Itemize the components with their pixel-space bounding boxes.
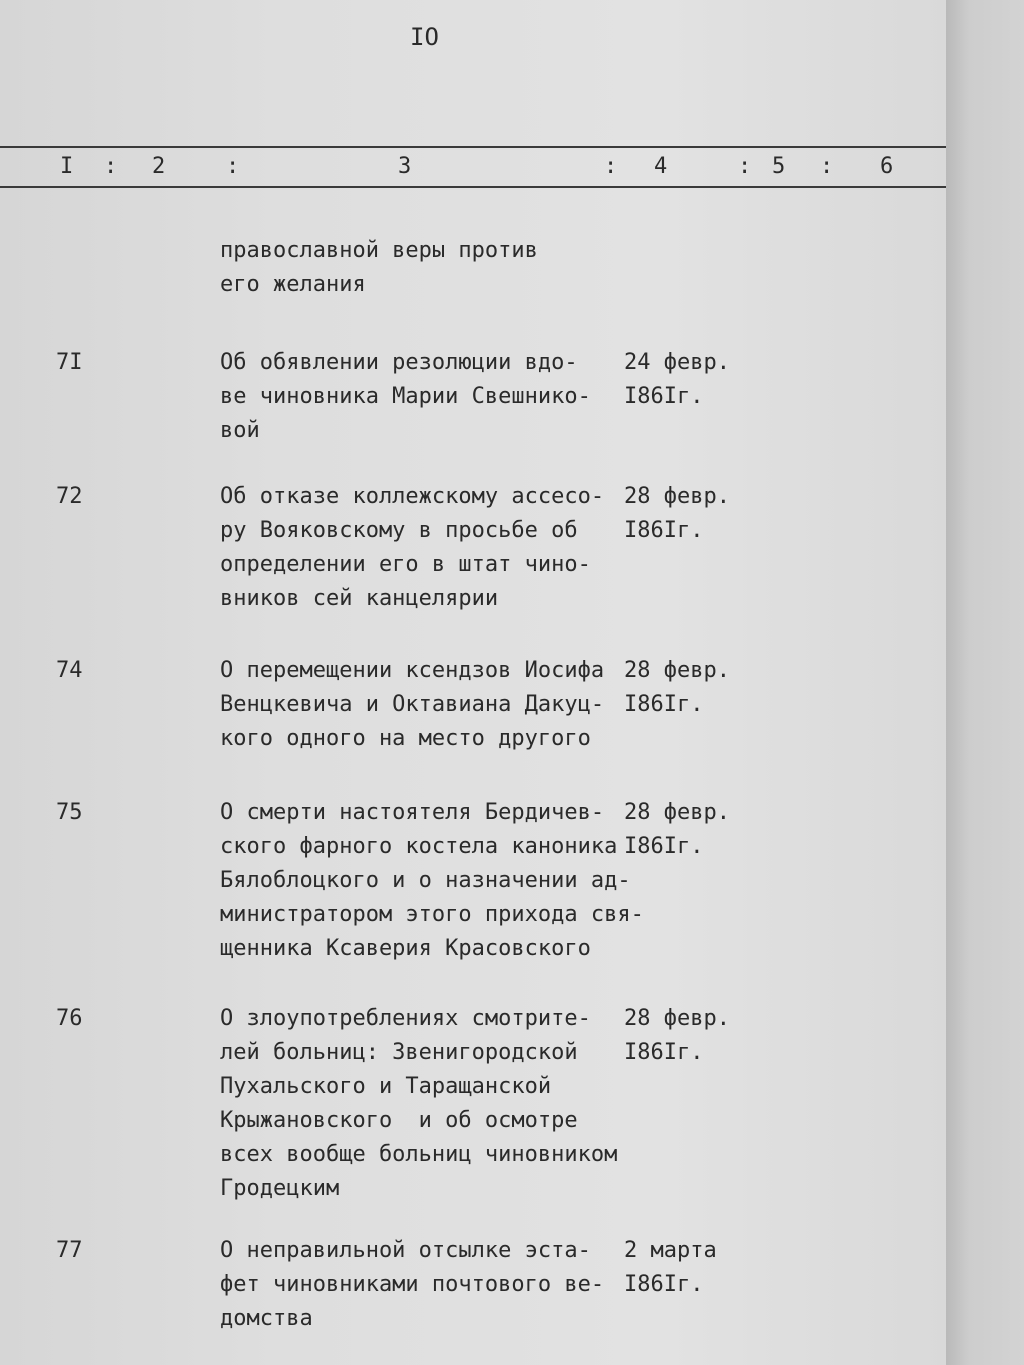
date-line: I86Iг. bbox=[624, 1040, 704, 1065]
description-line: его желания bbox=[220, 272, 366, 297]
date-line: I86Iг. bbox=[624, 518, 704, 543]
col-header-4: 4 bbox=[654, 154, 668, 179]
date-line: I86Iг. bbox=[624, 692, 704, 717]
col-header-1: I bbox=[60, 154, 74, 179]
date-line: 28 февр. bbox=[624, 1006, 730, 1031]
entry-number: 76 bbox=[56, 1006, 83, 1031]
description-line: Пухальского и Таращанской bbox=[220, 1074, 552, 1099]
description-line: ру Вояковскому в просьбе об bbox=[220, 518, 578, 543]
col-header-2: 2 bbox=[152, 154, 166, 179]
description-line: Бялоблоцкого и о назначении ад- bbox=[220, 868, 631, 893]
date-line: 28 февр. bbox=[624, 484, 730, 509]
description-line: О неправильной отсылке эста- bbox=[220, 1238, 591, 1263]
date-line: 2 марта bbox=[624, 1238, 717, 1263]
description-line: вников сей канцелярии bbox=[220, 586, 499, 611]
page-number: IO bbox=[410, 23, 439, 51]
date-line: I86Iг. bbox=[624, 834, 704, 859]
entry-description bbox=[220, 234, 630, 302]
date-line: I86Iг. bbox=[624, 1272, 704, 1297]
entry-date bbox=[624, 1002, 730, 1070]
description-line: Венцкевича и Октавиана Дакуц- bbox=[220, 692, 605, 717]
entry-number: 77 bbox=[56, 1238, 83, 1263]
table-header-top-rule bbox=[0, 146, 946, 148]
date-line: 24 февр. bbox=[624, 350, 730, 375]
entry-date bbox=[624, 654, 730, 722]
description-line: домства bbox=[220, 1306, 313, 1331]
description-line: фет чиновниками почтового ве- bbox=[220, 1272, 605, 1297]
col-header-3: 3 bbox=[398, 154, 412, 179]
entry-description bbox=[220, 346, 630, 448]
description-line: вой bbox=[220, 418, 260, 443]
entry-date bbox=[624, 346, 730, 414]
entry-description bbox=[220, 480, 630, 616]
date-line: 28 февр. bbox=[624, 658, 730, 683]
date-line: 28 февр. bbox=[624, 800, 730, 825]
entry-description bbox=[220, 1002, 630, 1206]
description-line: О перемещении ксендзов Иосифа bbox=[220, 658, 605, 683]
col-separator: : bbox=[604, 154, 618, 179]
description-line: О смерти настоятеля Бердичев- bbox=[220, 800, 605, 825]
entry-description bbox=[220, 796, 644, 966]
entry-date bbox=[624, 796, 730, 864]
col-header-6: 6 bbox=[880, 154, 894, 179]
col-separator: : bbox=[226, 154, 240, 179]
description-line: определении его в штат чино- bbox=[220, 552, 591, 577]
description-line: Об отказе коллежскому ассесо- bbox=[220, 484, 605, 509]
entry-date bbox=[624, 480, 730, 548]
entry-number: 74 bbox=[56, 658, 83, 683]
description-line: православной веры против bbox=[220, 238, 538, 263]
description-line: Крыжановского и об осмотре bbox=[220, 1108, 578, 1133]
entry-date bbox=[624, 1234, 717, 1302]
entry-number: 7I bbox=[56, 350, 83, 375]
col-separator: : bbox=[738, 154, 752, 179]
description-line: ского фарного костела каноника bbox=[220, 834, 618, 859]
description-line: министратором этого прихода свя- bbox=[220, 902, 644, 927]
col-header-5: 5 bbox=[772, 154, 786, 179]
description-line: щенника Ксаверия Красовского bbox=[220, 936, 591, 961]
entry-description bbox=[220, 654, 630, 756]
description-line: всех вообще больниц чиновником bbox=[220, 1142, 618, 1167]
description-line: Гродецким bbox=[220, 1176, 340, 1201]
entry-description bbox=[220, 1234, 630, 1336]
col-separator: : bbox=[104, 154, 118, 179]
description-line: лей больниц: Звенигородской bbox=[220, 1040, 578, 1065]
entry-number: 75 bbox=[56, 800, 83, 825]
table-header-bottom-rule bbox=[0, 186, 946, 188]
description-line: ве чиновника Марии Свешнико- bbox=[220, 384, 591, 409]
entry-number: 72 bbox=[56, 484, 83, 509]
description-line: Об обявлении резолюции вдо- bbox=[220, 350, 578, 375]
description-line: кого одного на место другого bbox=[220, 726, 591, 751]
col-separator: : bbox=[820, 154, 834, 179]
date-line: I86Iг. bbox=[624, 384, 704, 409]
description-line: О злоупотреблениях смотрите- bbox=[220, 1006, 591, 1031]
next-page-edge bbox=[946, 0, 1024, 1365]
